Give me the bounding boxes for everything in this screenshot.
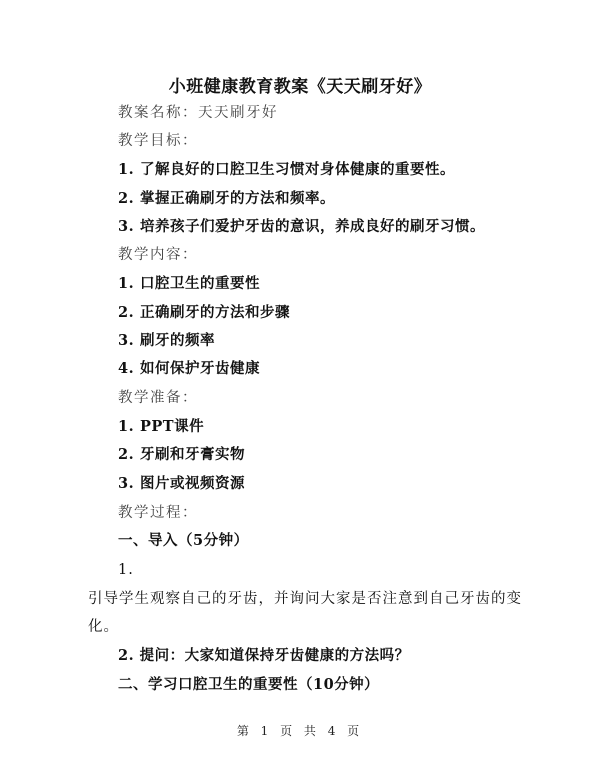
goal-text: 培养孩子们爱护牙齿的意识，养成良好的刷牙习惯。 <box>140 218 485 235</box>
content-item <box>118 359 260 379</box>
content-item <box>118 274 260 294</box>
prep-heading: 教学准备： <box>118 390 198 406</box>
prep-item <box>118 445 245 465</box>
step-text-line: 引导学生观察自己的牙齿，并询问大家是否注意到自己牙齿的变 <box>88 591 522 607</box>
goal-item <box>118 160 455 180</box>
prep-item <box>118 417 204 437</box>
content-heading: 教学内容： <box>118 247 198 263</box>
content-item <box>118 331 215 351</box>
prep-number: 3. <box>118 475 135 492</box>
content-number: 3. <box>118 332 135 349</box>
prep-item <box>118 474 245 494</box>
goal-item <box>118 217 485 237</box>
content-text: 刷牙的频率 <box>140 332 215 349</box>
prep-text: 牙刷和牙膏实物 <box>140 446 245 463</box>
prep-text: 图片或视频资源 <box>140 475 245 492</box>
section-heading: 一、导入（5分钟） <box>118 532 249 549</box>
goal-item <box>118 189 335 209</box>
goal-number: 2. <box>118 190 135 207</box>
content-item <box>118 303 290 323</box>
prep-text: PPT课件 <box>140 418 205 435</box>
document-title: 小班健康教育教案《天天刷牙好》 <box>168 77 432 97</box>
goals-heading: 教学目标： <box>118 133 198 149</box>
goal-text: 掌握正确刷牙的方法和频率。 <box>140 190 335 207</box>
prep-number: 2. <box>118 446 135 463</box>
section-heading: 二、学习口腔卫生的重要性（10分钟） <box>118 676 380 693</box>
content-number: 1. <box>118 275 135 292</box>
content-text: 正确刷牙的方法和步骤 <box>140 304 290 321</box>
goal-number: 3. <box>118 218 135 235</box>
step-item: 2. 提问：大家知道保持牙齿健康的方法吗？ <box>118 647 410 664</box>
step-text-line: 化。 <box>88 619 119 635</box>
content-number: 2. <box>118 304 135 321</box>
content-text: 如何保护牙齿健康 <box>140 360 260 377</box>
content-text: 口腔卫生的重要性 <box>140 275 260 292</box>
lesson-name: 教案名称：天天刷牙好 <box>118 105 278 121</box>
step-number: 1. <box>118 562 134 578</box>
goal-text: 了解良好的口腔卫生习惯对身体健康的重要性。 <box>140 161 455 178</box>
page-footer: 第 1 页 共 4 页 <box>236 724 364 738</box>
prep-number: 1. <box>118 418 135 435</box>
goal-number: 1. <box>118 161 135 178</box>
content-number: 4. <box>118 360 135 377</box>
process-heading: 教学过程： <box>118 505 198 521</box>
